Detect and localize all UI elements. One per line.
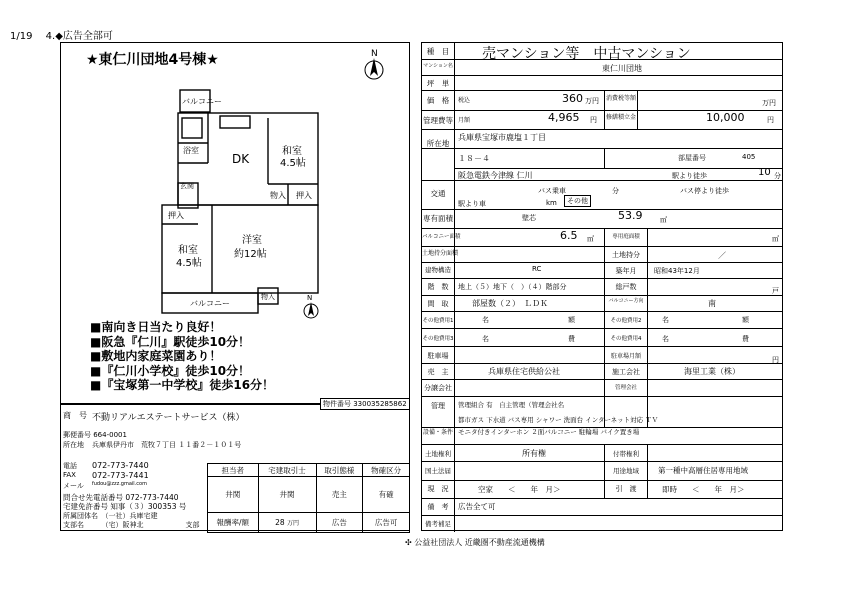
- bus-walk-label: バス停より徒歩: [680, 187, 729, 195]
- floors-label: 階 数: [427, 283, 449, 291]
- tel-label: 電話: [63, 462, 77, 470]
- fee-label: 報酬率/額: [208, 513, 259, 533]
- fee1-amount: 額: [568, 316, 575, 324]
- room-youshitsu-size: 約12帖: [234, 249, 267, 260]
- cell: 売主: [316, 477, 363, 513]
- postal-code: 郵便番号 664-0001: [63, 431, 127, 439]
- mgmt-value: 4,965: [548, 111, 580, 124]
- balcony-dir-label: バルコニー方向: [608, 298, 644, 304]
- room-washitsu-2: 和室: [178, 245, 198, 256]
- association: 所属団体名 （一社）兵庫宅建: [63, 512, 158, 520]
- area-label: 専有面積: [423, 214, 453, 223]
- note-label: 備 考: [427, 503, 449, 511]
- ad-label: 広告: [316, 513, 363, 533]
- balcony-area-unit: ㎡: [587, 235, 594, 243]
- fee-value: 28: [275, 518, 285, 527]
- mgmt-label: 管理費等: [423, 116, 453, 125]
- listing-number: 物件番号 330035285862: [320, 398, 410, 410]
- fee3-money: 費: [568, 335, 575, 343]
- room-balcony-top: バルコニー: [182, 97, 222, 106]
- fee2-amount: 額: [742, 316, 749, 324]
- cell: 有確: [363, 477, 410, 513]
- highlight-item: ■敷地内家庭菜園あり！: [90, 349, 222, 363]
- parking-fee-label: 駐車場月額: [610, 353, 641, 360]
- attached-right-label: 付帯権利: [613, 450, 639, 458]
- address-label: 所在地: [63, 441, 84, 449]
- room-washitsu-2-size: 4.5帖: [176, 258, 202, 269]
- property-title: ★東仁川団地4号棟★: [86, 52, 219, 68]
- mgmt-unit: 円: [590, 116, 597, 124]
- tel-value: 072-773-7440: [92, 461, 149, 470]
- built-date: 昭和43年12月: [654, 267, 700, 275]
- layout-label: 間 取: [427, 300, 449, 308]
- built-label: 築年月: [615, 267, 637, 275]
- parking-unit: 円: [772, 356, 779, 364]
- svg-text:N: N: [307, 294, 313, 302]
- page-counter: 1/19: [10, 31, 33, 42]
- room-storage-2: 物入: [261, 293, 275, 301]
- cell: 井関: [258, 477, 316, 513]
- room-oshiire-1: 押入: [296, 191, 312, 200]
- floors: 地上（５）地下（ ）（４）階部分: [458, 283, 567, 291]
- room-storage-1: 物入: [270, 191, 286, 200]
- zoning: 第一種中高層住居専用地域: [658, 466, 748, 475]
- spec-table: [421, 42, 783, 531]
- fee3-name: 名: [482, 335, 489, 343]
- land-area-label: 土地持分面積: [422, 250, 459, 257]
- room-dk: DK: [232, 152, 250, 166]
- highlights-list: [90, 320, 274, 393]
- area-type: 壁芯: [522, 214, 536, 222]
- tax-unit: 万円: [762, 99, 776, 107]
- north-arrow-icon: [360, 48, 390, 84]
- contact-phone: 問合せ先電話番号 072-773-7440: [63, 493, 179, 502]
- structure: RC: [532, 265, 542, 273]
- fee4-name: 名: [662, 335, 669, 343]
- branch: 支部名 （宅）阪神北 支部: [63, 521, 200, 529]
- location-label: 所在地: [426, 139, 450, 148]
- train-line: 阪急電鉄今津線 仁川: [458, 171, 533, 180]
- station-car: 駅より車: [458, 200, 486, 208]
- seller-label: 売 主: [427, 368, 449, 376]
- address-line2: １８－４: [458, 154, 490, 163]
- delivery-label: 引 渡: [615, 485, 637, 493]
- garden-unit: ㎡: [772, 235, 779, 243]
- equipment-line1: 都市ガス 下水道 バス専用 シャワー 洗面台 インターネット対応 ＴＶ: [458, 416, 659, 424]
- col-header: 物確区分: [363, 464, 410, 477]
- manage-label: 管理: [431, 402, 445, 410]
- repair-unit: 円: [767, 116, 774, 124]
- struct-label: 建物構造: [425, 266, 451, 274]
- trade-name: 不動リアルエステートサービス（株）: [92, 413, 245, 423]
- seller: 兵庫県住宅供給公社: [488, 367, 560, 376]
- layout-value: 部屋数（２） ＬＤＫ: [472, 299, 548, 308]
- garden-label: 専用庭面積: [612, 234, 640, 240]
- room-washitsu-1-size: 4.5帖: [280, 158, 306, 169]
- highlight-item: ■『仁川小学校』徒歩10分！: [90, 363, 251, 378]
- col-header: 担当者: [208, 464, 259, 477]
- bus-label: バス乗車: [538, 187, 566, 195]
- other-transport: その他: [564, 195, 591, 207]
- status: 空家 ＜ 年 月＞: [478, 485, 561, 494]
- footer: [405, 537, 545, 548]
- balcony-dir: 南: [708, 299, 716, 308]
- repair-label: 修繕積立金: [605, 114, 636, 121]
- room-bath: 浴室: [183, 146, 199, 155]
- delivery: 即時 ＜ 年 月＞: [662, 485, 745, 494]
- area-unit: ㎡: [660, 216, 667, 224]
- fee4-money: 費: [742, 335, 749, 343]
- room-no: 405: [742, 153, 756, 161]
- contact-table: [207, 463, 410, 533]
- walk-unit: 分: [774, 172, 781, 180]
- total-units-unit: 戸: [772, 287, 779, 295]
- heisu-label: 坪 単: [426, 79, 450, 88]
- land-share: ／: [718, 251, 726, 260]
- highlight-item: ■阪急『仁川』駅徒歩10分！: [90, 334, 251, 349]
- fee2-label: その他費用2: [610, 318, 642, 324]
- fee1-name: 名: [482, 316, 489, 324]
- cell: 井関: [208, 477, 259, 513]
- mgmt-month: 月額: [458, 117, 471, 124]
- floorplan-drawing: [160, 88, 330, 318]
- fee-unit: 万円: [287, 520, 300, 527]
- developer-label: 分譲会社: [424, 384, 452, 392]
- zoning-label: 用途地域: [613, 467, 639, 475]
- fax-label: FAX: [63, 471, 76, 479]
- repair-value: 10,000: [706, 111, 745, 124]
- km-unit: km: [546, 199, 557, 207]
- north-arrow-small-icon: [300, 292, 322, 322]
- ad-value: 広告可: [363, 513, 410, 533]
- price-label: 価 格: [426, 96, 450, 105]
- building-name: 東仁川団地: [602, 64, 642, 73]
- parking-label: 駐車場: [427, 352, 449, 360]
- note: 広告全て可: [458, 502, 496, 511]
- fee1-label: その他費用1: [422, 318, 454, 324]
- equip-label: 設備・条件: [422, 429, 453, 436]
- bus-min: 分: [612, 187, 619, 195]
- address-line1: 兵庫県宝塚市鹿塩１丁目: [458, 133, 546, 142]
- association-logo-icon: ✣: [405, 538, 412, 547]
- price-tax: 税込: [458, 97, 471, 104]
- equipment-line2: モニタ付きインターホン ２面バルコニー 駐輪場 バイク置き場: [458, 428, 640, 436]
- builder: 海里工業（株）: [684, 367, 740, 376]
- walk-value: 10: [758, 167, 771, 178]
- col-header: 宅建取引士: [258, 464, 316, 477]
- room-youshitsu: 洋室: [242, 235, 262, 246]
- trade-label: 商 号: [63, 411, 87, 420]
- status-label: 現 況: [427, 485, 449, 493]
- fee-cell: [258, 513, 316, 533]
- room-oshiire-2: 押入: [168, 211, 184, 220]
- col-header: 取引態様: [316, 464, 363, 477]
- supplement-label: 備考補足: [425, 520, 451, 528]
- company-address: 兵庫県伊丹市 荒牧７丁目 １１番２－１０１号: [92, 441, 242, 449]
- mail-value: fudou@zzz.gmail.com: [92, 481, 147, 487]
- room-entrance: 玄関: [180, 182, 194, 190]
- price-value: 360: [562, 92, 583, 105]
- room-no-label: 部屋番号: [678, 154, 706, 162]
- room-washitsu-1: 和室: [282, 146, 302, 157]
- area-value: 53.9: [618, 209, 643, 222]
- mail-label: メール: [63, 482, 84, 490]
- price-unit: 万円: [585, 97, 599, 105]
- fee4-label: その他費用4: [610, 336, 642, 342]
- kana-label: マンション名: [423, 63, 453, 69]
- type-label: 種 目: [426, 47, 450, 56]
- balcony-area: 6.5: [560, 229, 578, 242]
- mgmt-company-label: 管理会社: [614, 385, 637, 391]
- property-type: 売マンション等 中古マンション: [482, 46, 691, 62]
- total-units-label: 総戸数: [615, 283, 637, 291]
- highlight-item: ■『宝塚第一中学校』徒歩16分！: [90, 378, 275, 392]
- national-law-label: 国土法届: [425, 467, 451, 475]
- management: 管理組合 有 自主管理（管理会社名: [458, 401, 565, 409]
- tax-label: 消費税等額: [605, 95, 636, 102]
- north-label: N: [371, 49, 378, 59]
- fee3-label: その他費用3: [422, 336, 454, 342]
- land-share-label: 土地持分: [612, 251, 640, 259]
- page-header: [10, 27, 113, 42]
- transport-label: 交通: [430, 189, 446, 198]
- landright-label: 土地権利: [425, 450, 451, 458]
- walk-label: 駅より徒歩: [672, 172, 707, 180]
- balcony-area-label: バルコニー面積: [422, 234, 461, 240]
- fee2-name: 名: [662, 316, 669, 324]
- builder-label: 施工会社: [612, 368, 640, 376]
- fax-value: 072-773-7441: [92, 471, 149, 480]
- room-balcony-bottom: バルコニー: [190, 299, 230, 308]
- highlight-item: ■南向き日当たり良好！: [90, 320, 222, 334]
- license-number: 宅建免許番号 知事（３）300353 号: [63, 502, 187, 511]
- listing-code: 4.◆広告全部可: [45, 31, 113, 42]
- land-right: 所有権: [522, 449, 546, 458]
- footer-text: 公益社団法人 近畿圏不動産流通機構: [414, 538, 545, 547]
